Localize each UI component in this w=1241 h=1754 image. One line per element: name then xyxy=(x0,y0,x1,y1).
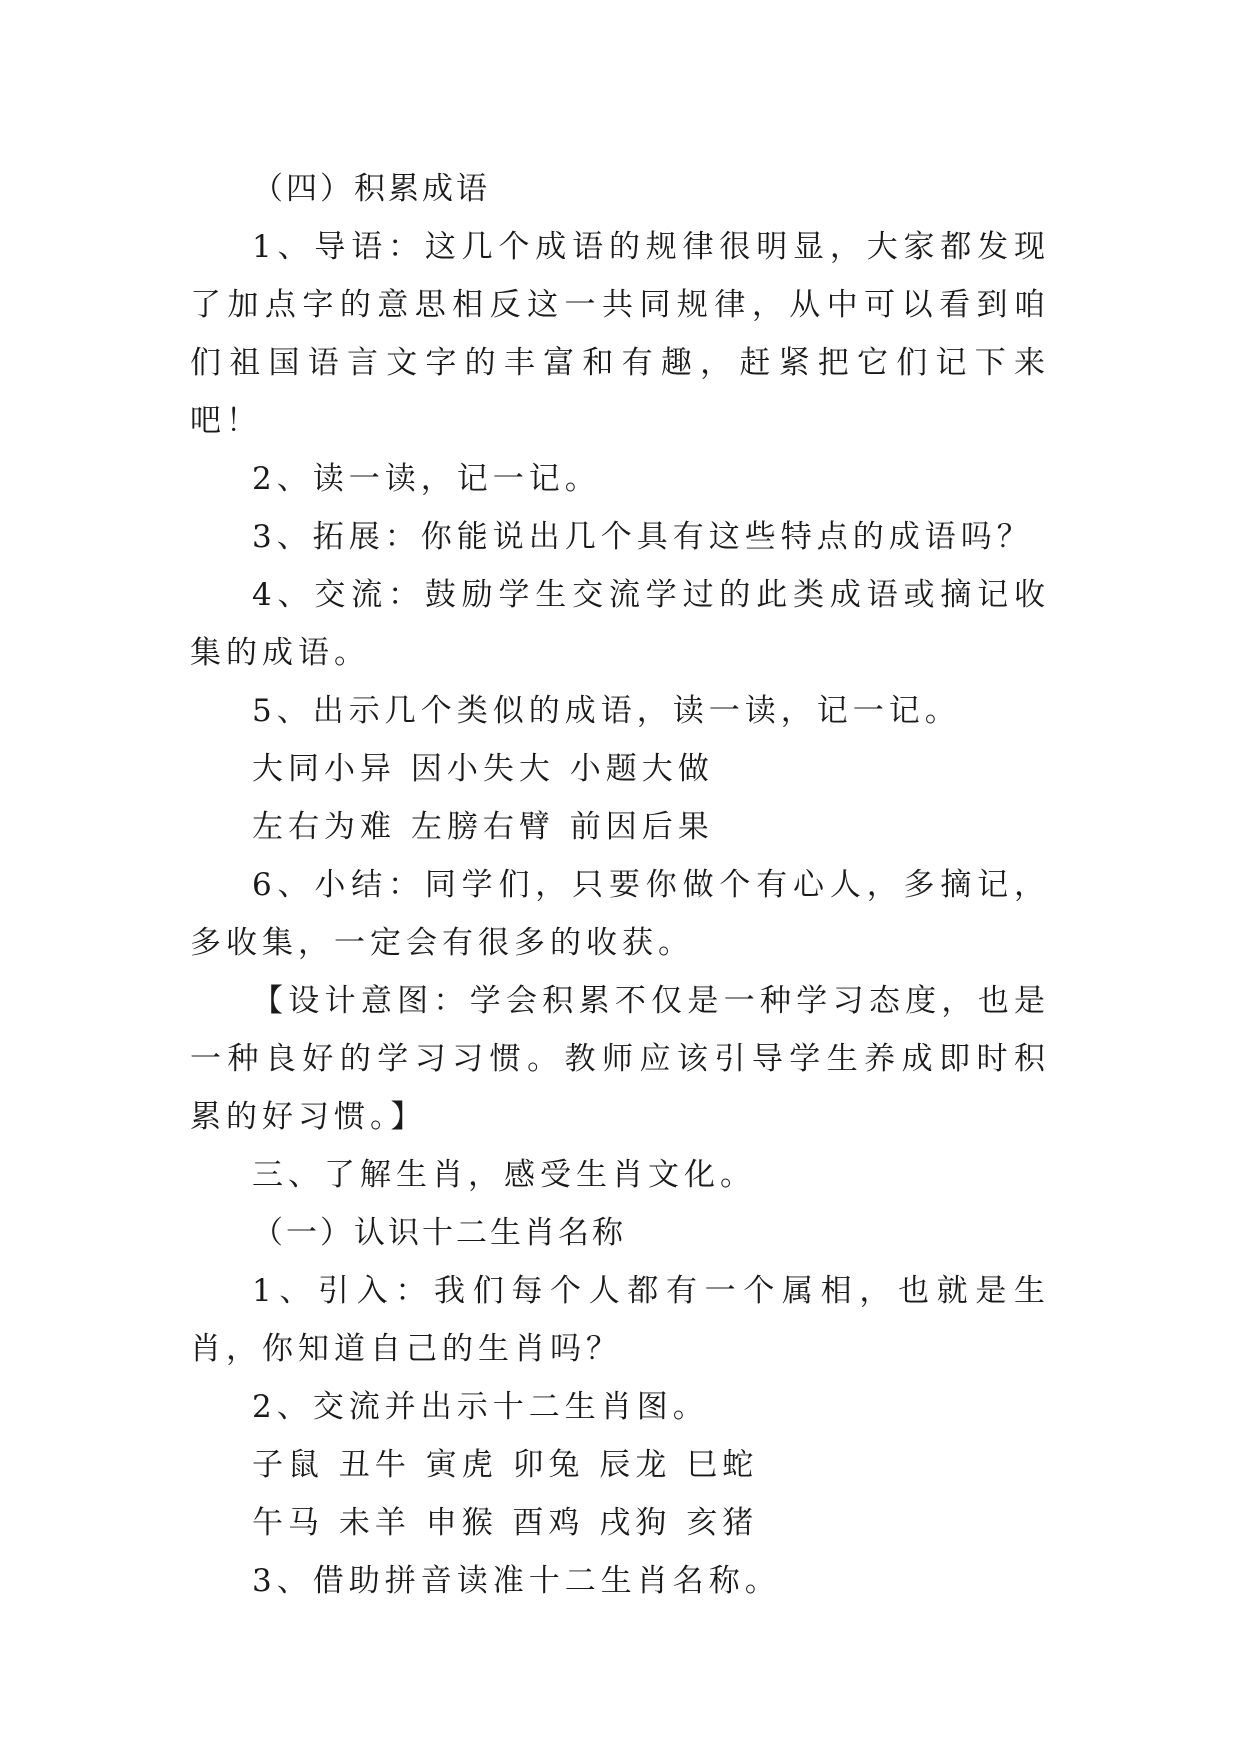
paragraph-intro: 1、导语：这几个成语的规律很明显，大家都发现了加点字的意思相反这一共同规律，从中可以看到咱们祖国语言文字的丰富和有趣，赶紧把它们记下来吧！ xyxy=(190,229,1050,439)
idiom-list-line-1: 大同小异 因小失大 小题大做 xyxy=(252,751,714,787)
section-heading-zodiac: 三、了解生肖，感受生肖文化。 xyxy=(252,1157,756,1193)
paragraph-read-remember: 2、读一读，记一记。 xyxy=(252,461,601,497)
idiom-list-line-2: 左右为难 左膀右臂 前因后果 xyxy=(252,809,714,845)
subsection-heading-zodiac-names: （一）认识十二生肖名称 xyxy=(252,1215,626,1251)
paragraph-show-zodiac: 2、交流并出示十二生肖图。 xyxy=(252,1389,709,1425)
paragraph-expand: 3、拓展：你能说出几个具有这些特点的成语吗？ xyxy=(252,519,1033,555)
paragraph-summary: 6、小结：同学们，只要你做个有心人，多摘记，多收集，一定会有很多的收获。 xyxy=(190,867,1050,961)
paragraph-introduction: 1、引入：我们每个人都有一个属相，也就是生肖，你知道自己的生肖吗？ xyxy=(190,1273,1050,1367)
section-heading-accumulate-idioms: （四）积累成语 xyxy=(252,171,490,207)
document-body xyxy=(190,160,1050,1610)
paragraph-exchange: 4、交流：鼓励学生交流学过的此类成语或摘记收集的成语。 xyxy=(190,577,1050,671)
zodiac-list-line-2: 午马 未羊 申猴 酉鸡 戌狗 亥猪 xyxy=(252,1505,759,1541)
paragraph-pinyin-reading: 3、借助拼音读准十二生肖名称。 xyxy=(252,1563,781,1599)
paragraph-show-idioms: 5、出示几个类似的成语，读一读，记一记。 xyxy=(252,693,961,729)
zodiac-list-line-1: 子鼠 丑牛 寅虎 卯兔 辰龙 巳蛇 xyxy=(252,1447,759,1483)
paragraph-design-intent: 【设计意图：学会积累不仅是一种学习态度，也是一种良好的学习习惯。教师应该引导学生养成即时积累的好习惯。】 xyxy=(190,983,1050,1135)
